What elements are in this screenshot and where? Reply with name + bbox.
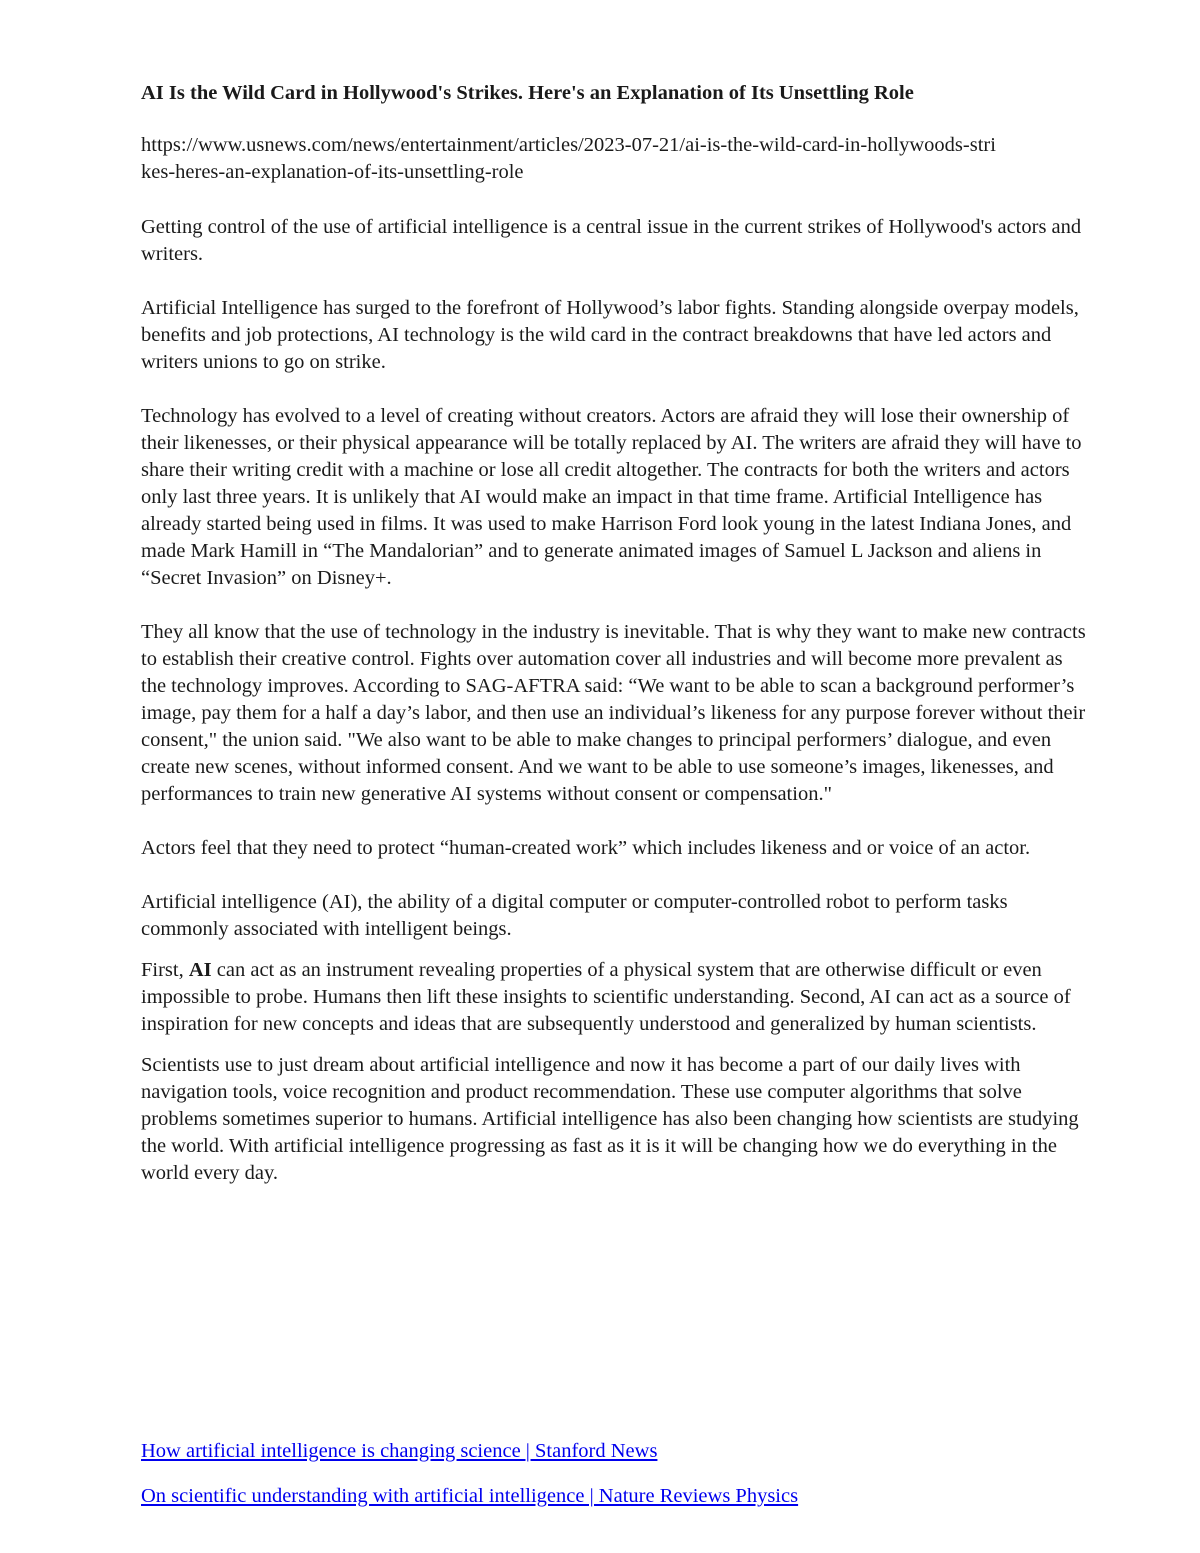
- paragraph-ai-definition: Artificial intelligence (AI), the ability of a digital computer or computer-controlled robot to perform tasks commonly associated with intelligent beings.: [141, 891, 1008, 940]
- paragraph-ai-instrument-rest: can act as an instrument revealing properties of a physical system that are otherwise difficult or even impossible to probe. Humans then lift these insights to scientific understanding. Second, AI can act as a source of inspiration for new concepts and ideas that are subsequently understood and generalized by human scientists.: [141, 959, 1071, 1035]
- paragraph-intro: Getting control of the use of artificial intelligence is a central issue in the current strikes of Hollywood's actors and writers.: [141, 216, 1082, 265]
- paragraph-ai-instrument-lead: First,: [141, 959, 189, 981]
- reference-link-stanford[interactable]: How artificial intelligence is changing science | Stanford News: [141, 1440, 658, 1462]
- paragraph-labor-fights: Artificial Intelligence has surged to the forefront of Hollywood’s labor fights. Standing alongside overpay models, benefits and job protections, AI technology is the wild card in the contract breakdowns that have led actors and writers unions to go on strike.: [141, 297, 1079, 373]
- paragraph-contracts: They all know that the use of technology in the industry is inevitable. That is why they want to make new contracts to establish their creative control. Fights over automation cover all industries and will become more prevalent as the technology improves. According to SAG-AFTRA said: “We want to be able to scan a background performer’s image, pay them for a half a day’s labor, and then use an individual’s likeness for any purpose forever without their consent," the union said. "We also want to be able to make changes to principal performers’ dialogue, and even create new scenes, without informed consent. And we want to be able to use someone’s images, likenesses, and performances to train new generative AI systems without consent or compensation.": [141, 621, 1086, 805]
- references-list: [141, 1438, 798, 1528]
- paragraph-closing: Scientists use to just dream about artificial intelligence and now it has become a part of our daily lives with navigation tools, voice recognition and product recommendation. These use computer algorithms that solve problems sometimes superior to humans. Artificial intelligence has also been changing how scientists are studying the world. With artificial intelligence progressing as fast as it is it will be changing how we do everything in the world every day.: [141, 1054, 1079, 1184]
- paragraph-human-created-work: Actors feel that they need to protect “human-created work” which includes likeness and or voice of an actor.: [141, 837, 1031, 859]
- paragraph-ai-instrument: [141, 957, 1091, 1038]
- reference-link-nature[interactable]: On scientific understanding with artificial intelligence | Nature Reviews Physics: [141, 1485, 799, 1507]
- paragraph-ai-instrument-bold: AI: [188, 959, 212, 981]
- paragraph-technology: Technology has evolved to a level of creating without creators. Actors are afraid they will lose their ownership of their likenesses, or their physical appearance will be totally replaced by AI. The writers are afraid they will have to share their writing credit with a machine or lose all credit altogether. The contracts for both the writers and actors only last three years. It is unlikely that AI would make an impact in that time frame. Artificial Intelligence has already started being used in films. It was used to make Harrison Ford look young in the latest Indiana Jones, and made Mark Hamill in “The Mandalorian” and to generate animated images of Samuel L Jackson and aliens in “Secret Invasion” on Disney+.: [141, 405, 1082, 589]
- article-url: https://www.usnews.com/news/entertainment/articles/2023-07-21/ai-is-the-wild-card-in-hollywoods-strikes-heres-an-explanation-of-its-unsettling-role: [141, 134, 996, 183]
- article-title: AI Is the Wild Card in Hollywood's Strikes. Here's an Explanation of Its Unsettling Role: [141, 82, 914, 104]
